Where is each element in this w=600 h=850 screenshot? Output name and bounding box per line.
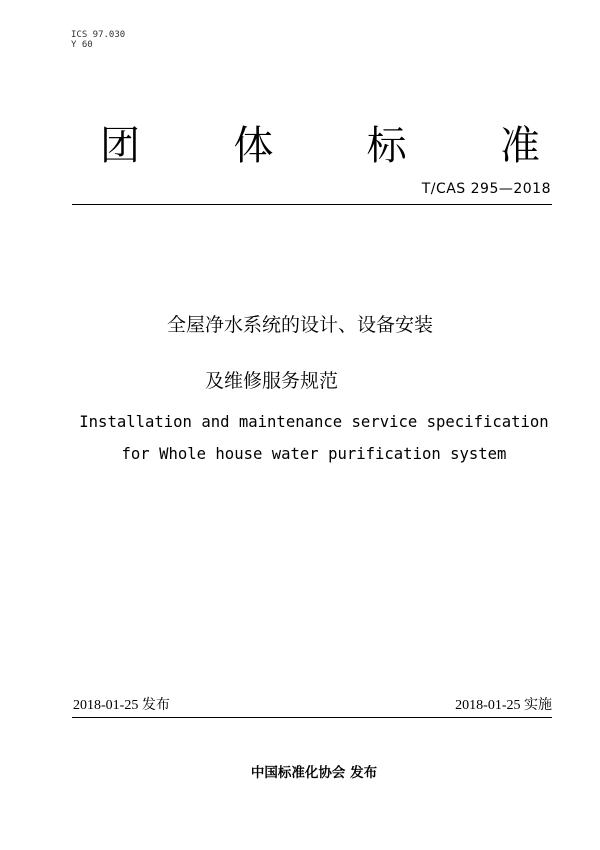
title-char-3: 标: [366, 123, 407, 169]
title-char-1: 团: [100, 123, 140, 169]
ccs-code: Y 60: [71, 40, 93, 50]
title-char-4: 准: [499, 123, 540, 169]
issue-date: 2018-01-25 发布: [73, 698, 170, 713]
chinese-title-line-2: 及维修服务规范: [205, 370, 339, 392]
english-title-line-1: Installation and maintenance service specification: [79, 413, 549, 431]
standard-type-title: [100, 118, 540, 174]
standard-number: T/CAS 295—2018: [421, 181, 551, 197]
english-title-line-2: for Whole house water purification system: [121, 445, 507, 463]
title-char-2: 体: [233, 123, 274, 169]
ics-code: ICS 97.030: [71, 30, 126, 40]
implementation-date: 2018-01-25 实施: [455, 698, 552, 713]
classification-codes: [71, 30, 125, 50]
bottom-divider: [72, 717, 552, 718]
chinese-title-line-1: 全屋净水系统的设计、设备安装: [166, 314, 433, 336]
publisher: 中国标准化协会 发布: [250, 765, 378, 781]
top-divider: [72, 204, 552, 205]
